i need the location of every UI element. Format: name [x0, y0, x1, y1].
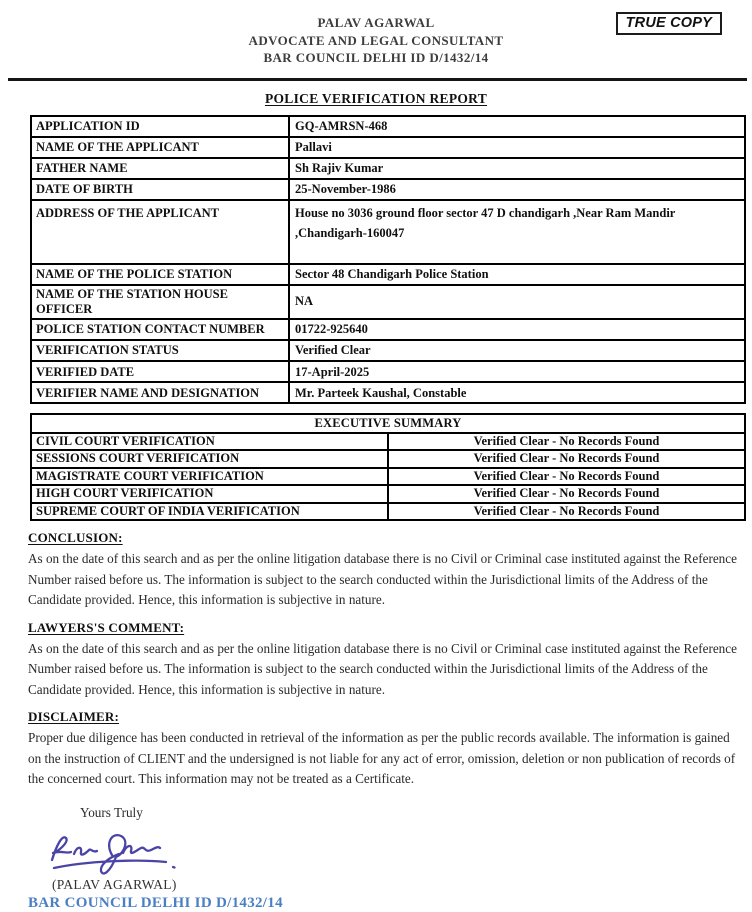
advocate-name: PALAV AGARWAL [317, 15, 435, 30]
row-value: Mr. Parteek Kaushal, Constable [289, 382, 745, 403]
row-label: NAME OF THE POLICE STATION [31, 264, 289, 285]
table-row [31, 179, 745, 200]
disclaimer-body: Proper due diligence has been conducted in retrieval of the information as per the public records available. The information is gained on the instruction of CLIENT and the undersigned is not liable for any act of error, omission, deletion or non publication of records of the concerned court. This information may not be treated as a Certificate. [28, 730, 736, 786]
advocate-role: ADVOCATE AND LEGAL CONSULTANT [248, 32, 504, 48]
disclaimer-heading: DISCLAIMER: [28, 709, 120, 724]
row-label: APPLICATION ID [31, 116, 289, 137]
closing-salutation: Yours Truly [80, 804, 143, 820]
conclusion-section [28, 530, 745, 611]
row-value: 25-November-1986 [289, 179, 745, 200]
row-value: GQ-AMRSN-468 [289, 116, 745, 137]
table-row [31, 137, 745, 158]
handwritten-signature-icon [42, 827, 192, 879]
row-label: ADDRESS OF THE APPLICANT [31, 200, 289, 264]
executive-summary-title: EXECUTIVE SUMMARY [31, 414, 745, 433]
executive-summary-table [30, 413, 746, 522]
row-label: HIGH COURT VERIFICATION [31, 485, 388, 503]
table-row [31, 285, 745, 319]
table-row [31, 468, 745, 486]
row-value: 01722-925640 [289, 319, 745, 340]
lawyers-comment-section [28, 620, 745, 701]
table-row [31, 361, 745, 382]
lawyers-comment-body: As on the date of this search and as per the online litigation database there is no Civil or Criminal case instituted against the Reference Number raised before us. The information is subject to the search conducted within the Jurisdictional limits of the Address of the Candidate provided. Hence, this information is subjective in nature. [28, 640, 737, 697]
conclusion-body: As on the date of this search and as per the online litigation database there is no Civil or Criminal case instituted against the Reference Number raised before us. The information is subject to the search conducted within the Jurisdictional limits of the Address of the Candidate provided. Hence, this information is subjective in nature. [28, 551, 737, 607]
row-value: 17-April-2025 [289, 361, 745, 382]
summary-header-row [31, 414, 745, 433]
row-value: NA [289, 285, 745, 319]
row-label: SUPREME COURT OF INDIA VERIFICATION [31, 503, 388, 521]
row-value: Verified Clear - No Records Found [388, 468, 745, 486]
lawyers-comment-heading: LAWYERS'S COMMENT: [28, 619, 185, 635]
row-value: Verified Clear - No Records Found [388, 450, 745, 468]
row-label: NAME OF THE APPLICANT [31, 137, 289, 158]
header-divider [8, 78, 747, 81]
document-title: POLICE VERIFICATION REPORT [264, 90, 488, 106]
row-label: POLICE STATION CONTACT NUMBER [31, 319, 289, 340]
bar-council-id-line: BAR COUNCIL DELHI ID D/1432/14 [28, 894, 283, 911]
row-value: Sh Rajiv Kumar [289, 158, 745, 179]
row-value: Verified Clear [289, 340, 745, 361]
advocate-bar-id: BAR COUNCIL DELHI ID D/1432/14 [263, 50, 489, 65]
table-row [31, 503, 745, 521]
report-table [30, 115, 746, 404]
row-label: VERIFIED DATE [31, 361, 289, 382]
table-row [31, 485, 745, 503]
row-label: FATHER NAME [31, 158, 289, 179]
table-row [31, 319, 745, 340]
row-label: MAGISTRATE COURT VERIFICATION [31, 468, 388, 486]
row-value: Verified Clear - No Records Found [388, 503, 745, 521]
table-row-address [31, 200, 745, 264]
table-row [31, 158, 745, 179]
table-row [31, 264, 745, 285]
row-label: NAME OF THE STATION HOUSE OFFICER [31, 285, 289, 319]
row-value: Verified Clear - No Records Found [388, 485, 745, 503]
table-row [31, 116, 745, 137]
row-label: DATE OF BIRTH [31, 179, 289, 200]
conclusion-heading: CONCLUSION: [28, 530, 123, 545]
true-copy-stamp: TRUE COPY [616, 12, 722, 35]
row-value: Verified Clear - No Records Found [388, 433, 745, 451]
signatory-name: (PALAV AGARWAL) [52, 876, 177, 892]
row-value: House no 3036 ground floor sector 47 D chandigarh ,Near Ram Mandir ,Chandigarh-160047 [289, 200, 745, 264]
table-row [31, 450, 745, 468]
row-label: VERIFICATION STATUS [31, 340, 289, 361]
disclaimer-section [28, 709, 745, 790]
table-row [31, 340, 745, 361]
table-row [31, 382, 745, 403]
row-label: SESSIONS COURT VERIFICATION [31, 450, 388, 468]
row-label: VERIFIER NAME AND DESIGNATION [31, 382, 289, 403]
signature [42, 827, 752, 879]
table-row [31, 433, 745, 451]
row-value: Pallavi [289, 137, 745, 158]
row-value: Sector 48 Chandigarh Police Station [289, 264, 745, 285]
row-label: CIVIL COURT VERIFICATION [31, 433, 388, 451]
letterhead [0, 12, 752, 67]
